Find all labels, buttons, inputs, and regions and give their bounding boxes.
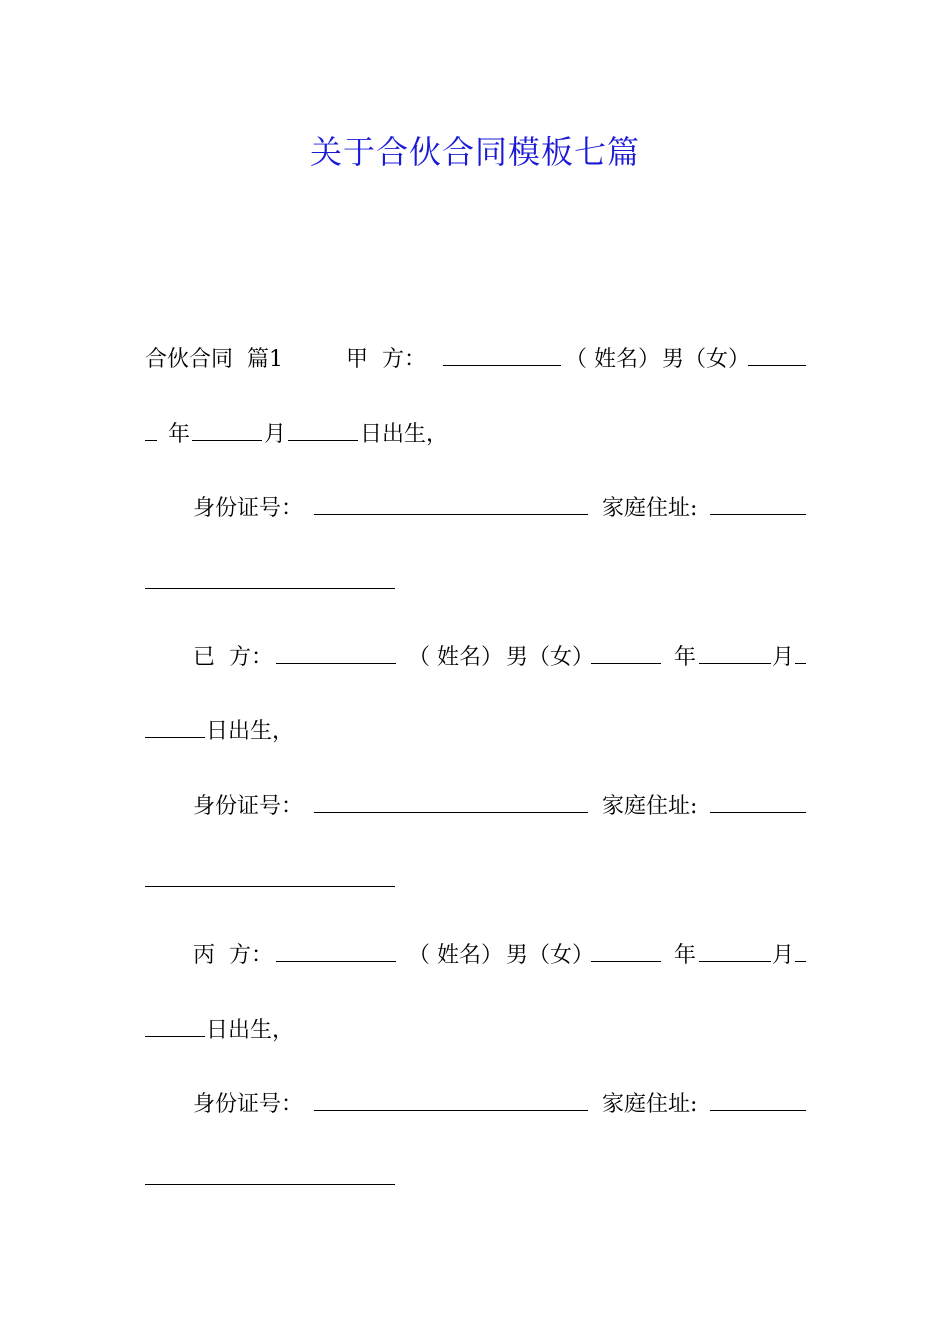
party-a-birth: 日出生， xyxy=(360,422,449,447)
party-c-name-hint: （ 姓名） xyxy=(408,943,503,968)
party-c-birth: 日出生， xyxy=(206,1018,295,1043)
party-c-id-blank xyxy=(314,1090,588,1120)
party-a-month-blank xyxy=(192,420,262,450)
party-c-month: 月 xyxy=(772,943,795,968)
party-a-gender: 男（女） xyxy=(662,347,751,372)
party-b-gender: 男（女） xyxy=(506,645,595,670)
party-c-address-blank-2 xyxy=(145,1164,395,1194)
party-c-month-blank xyxy=(699,941,771,971)
party-a-id-label: 身份证号： xyxy=(193,496,304,521)
party-c-year-blank xyxy=(591,941,661,971)
party-b-birth: 日出生， xyxy=(206,719,295,744)
party-b-label: 已 方： xyxy=(193,645,273,670)
party-b-address-blank-2 xyxy=(145,866,395,896)
party-a-month: 月 xyxy=(264,422,287,447)
party-b-name-hint: （ 姓名） xyxy=(408,645,503,670)
party-a-address-blank-2 xyxy=(145,568,395,598)
party-c-address-blank-1 xyxy=(710,1090,806,1120)
section-heading: 合伙合同 篇1 xyxy=(145,347,283,372)
party-a-name-blank xyxy=(443,345,561,375)
party-b-day-blank-2 xyxy=(145,717,205,747)
party-c-line-4 xyxy=(0,1164,950,1254)
party-c-day-blank-1 xyxy=(795,941,806,971)
party-a-name-hint: （ 姓名） xyxy=(565,347,660,372)
party-b-id-blank xyxy=(314,792,588,822)
party-b-year: 年 xyxy=(674,645,697,670)
party-c-name-blank xyxy=(276,941,396,971)
party-b-id-label: 身份证号： xyxy=(193,794,304,819)
party-c-year: 年 xyxy=(674,943,697,968)
party-a-id-blank xyxy=(314,494,588,524)
party-a-address-label: 家庭住址: xyxy=(602,496,698,521)
party-a-address-blank-1 xyxy=(710,494,806,524)
party-b-name-blank xyxy=(276,643,396,673)
party-b-month: 月 xyxy=(772,645,795,670)
party-a-year: 年 xyxy=(168,422,191,447)
party-b-address-label: 家庭住址: xyxy=(602,794,698,819)
party-c-address-label: 家庭住址: xyxy=(602,1092,698,1117)
party-c-id-label: 身份证号： xyxy=(193,1092,304,1117)
party-c-label: 丙 方： xyxy=(193,943,273,968)
party-a-year-blank-1 xyxy=(748,345,806,375)
party-b-month-blank xyxy=(699,643,771,673)
party-a-day-blank xyxy=(288,420,358,450)
document-title: 关于合伙合同模板七篇 xyxy=(309,133,640,171)
party-a-label: 甲 方： xyxy=(346,347,426,372)
party-b-day-blank-1 xyxy=(795,643,806,673)
party-c-gender: 男（女） xyxy=(506,943,595,968)
party-c-day-blank-2 xyxy=(145,1016,205,1046)
party-b-address-blank-1 xyxy=(710,792,806,822)
party-a-year-blank-2 xyxy=(145,420,157,450)
party-b-year-blank xyxy=(591,643,661,673)
